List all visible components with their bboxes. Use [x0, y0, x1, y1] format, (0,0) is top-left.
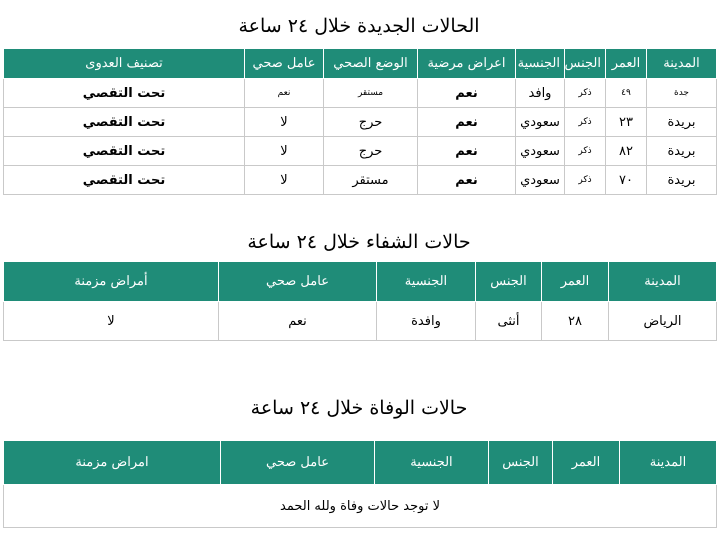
cell-gender: ذكر — [565, 79, 606, 108]
deaths-title: حالات الوفاة خلال ٢٤ ساعة — [250, 397, 468, 419]
cell-chronic-diseases: لا — [4, 302, 219, 341]
cell-nationality: سعودي — [516, 137, 565, 166]
table-row — [4, 166, 717, 195]
new-cases-header-row — [4, 49, 717, 79]
cell-city: بريدة — [647, 137, 717, 166]
cell-infection-class: تحت التقصي — [4, 166, 245, 195]
cell-health-worker: لا — [245, 137, 324, 166]
cell-symptoms: نعم — [418, 79, 516, 108]
cell-symptoms: نعم — [418, 108, 516, 137]
cell-health-status: مستقر — [324, 166, 418, 195]
table-row — [4, 108, 717, 137]
header-gender: الجنس — [476, 262, 542, 302]
cell-gender: ذكر — [565, 166, 606, 195]
cell-nationality: وافد — [516, 79, 565, 108]
cell-symptoms: نعم — [418, 166, 516, 195]
new-cases-table — [3, 48, 717, 195]
cell-city: الرياض — [609, 302, 717, 341]
deaths-table — [3, 440, 717, 528]
header-age: العمر — [542, 262, 609, 302]
header-nationality: الجنسية — [375, 441, 489, 485]
header-infection-class: تصنيف العدوى — [4, 49, 245, 79]
cell-gender: أنثى — [476, 302, 542, 341]
cell-age: ٨٢ — [606, 137, 647, 166]
recovered-table — [3, 261, 717, 341]
header-nationality: الجنسية — [516, 49, 565, 79]
cell-city: بريدة — [647, 166, 717, 195]
table-row — [4, 485, 717, 528]
cell-age: ٢٨ — [542, 302, 609, 341]
header-health-worker: عامل صحي — [245, 49, 324, 79]
cell-gender: ذكر — [565, 108, 606, 137]
recovered-title: حالات الشفاء خلال ٢٤ ساعة — [247, 231, 471, 253]
header-chronic-diseases: أمراض مزمنة — [4, 262, 219, 302]
header-age: العمر — [606, 49, 647, 79]
header-age: العمر — [553, 441, 620, 485]
cell-age: ٢٣ — [606, 108, 647, 137]
table-row — [4, 137, 717, 166]
header-health-worker: عامل صحي — [219, 262, 377, 302]
header-health-status: الوضع الصحي — [324, 49, 418, 79]
cell-gender: ذكر — [565, 137, 606, 166]
no-deaths-message: لا توجد حالات وفاة ولله الحمد — [4, 485, 717, 528]
table-row — [4, 302, 717, 341]
header-health-worker: عامل صحي — [221, 441, 375, 485]
cell-health-worker: لا — [245, 108, 324, 137]
cell-health-worker: نعم — [219, 302, 377, 341]
cell-infection-class: تحت التقصي — [4, 108, 245, 137]
header-city: المدينة — [609, 262, 717, 302]
cell-age: ٤٩ — [606, 79, 647, 108]
header-city: المدينة — [647, 49, 717, 79]
cell-city: بريدة — [647, 108, 717, 137]
cell-infection-class: تحت التقصي — [4, 137, 245, 166]
cell-city: جدة — [647, 79, 717, 108]
cell-nationality: وافدة — [377, 302, 476, 341]
header-symptoms: اعراض مرضية — [418, 49, 516, 79]
header-city: المدينة — [620, 441, 717, 485]
cell-nationality: سعودي — [516, 108, 565, 137]
cell-health-status: مستقر — [324, 79, 418, 108]
cell-symptoms: نعم — [418, 137, 516, 166]
recovered-header-row — [4, 262, 717, 302]
header-gender: الجنس — [565, 49, 606, 79]
new-cases-title: الحالات الجديدة خلال ٢٤ ساعة — [238, 15, 480, 37]
header-nationality: الجنسية — [377, 262, 476, 302]
header-chronic-diseases: امراض مزمنة — [4, 441, 221, 485]
cell-health-status: حرج — [324, 137, 418, 166]
cell-health-worker: لا — [245, 166, 324, 195]
cell-health-status: حرج — [324, 108, 418, 137]
deaths-header-row — [4, 441, 717, 485]
table-row — [4, 79, 717, 108]
header-gender: الجنس — [489, 441, 553, 485]
cell-infection-class: تحت التقصي — [4, 79, 245, 108]
cell-nationality: سعودي — [516, 166, 565, 195]
cell-health-worker: نعم — [245, 79, 324, 108]
cell-age: ٧٠ — [606, 166, 647, 195]
